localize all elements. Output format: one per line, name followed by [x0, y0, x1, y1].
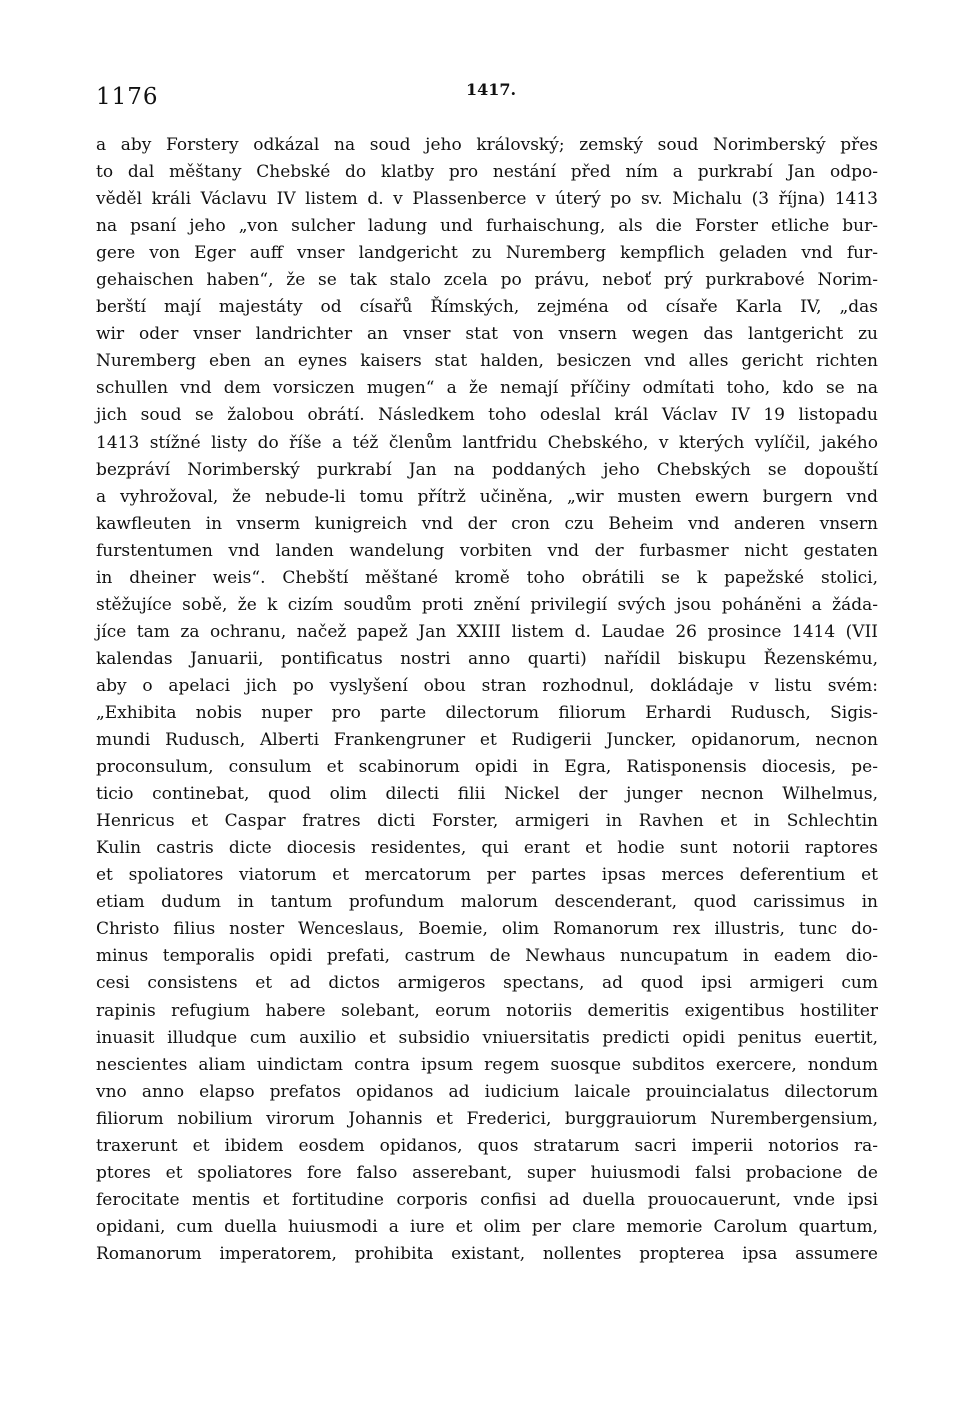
- text-line: vno anno elapso prefatos opidanos ad iudicium laicale prouincialatus dilectorum: [96, 1081, 878, 1102]
- text-line: mundi Rudusch, Alberti Frankengruner et Rudigerii Juncker, opidanorum, necnon: [96, 730, 878, 751]
- text-line: Romanorum imperatorem, prohibita existant, nollentes propterea ipsa assumere: [96, 1243, 878, 1264]
- text-line: Kulin castris dicte diocesis residentes, qui erant et hodie sunt notorii raptores: [96, 838, 878, 859]
- text-line: furstentumen vnd landen wandelung vorbiten vnd der furbasmer nicht gestaten: [96, 540, 878, 561]
- text-line: Christo filius noster Wenceslaus, Boemie, olim Romanorum rex illustris, tunc do-: [96, 919, 878, 940]
- text-line: na psaní jeho „von sulcher ladung und furhaischung, als die Forster etliche bur-: [96, 216, 878, 237]
- text-line: cesi consistens et ad dictos armigeros spectans, ad quod ipsi armigeri cum: [96, 973, 878, 994]
- text-line: ferocitate mentis et fortitudine corporis confisi ad duella prouocauerunt, vnde ipsi: [96, 1189, 878, 1210]
- text-line: traxerunt et ibidem eosdem opidanos, quos stratarum sacri imperii notorios ra-: [96, 1135, 878, 1156]
- running-head-year: 1417.: [466, 80, 517, 99]
- text-line: a vyhrožoval, že nebude-li tomu přítrž učiněna, „wir musten ewern burgern vnd: [96, 486, 878, 507]
- text-line: filiorum nobilium virorum Johannis et Frederici, burggrauiorum Nurembergensium,: [96, 1108, 878, 1129]
- text-line: et spoliatores viatorum et mercatorum per partes ipsas merces deferentium et: [96, 865, 878, 886]
- text-line: Henricus et Caspar fratres dicti Forster, armigeri in Ravhen et in Schlechtin: [96, 811, 878, 832]
- text-line: schullen vnd dem vorsiczen mugen“ a že nemají příčiny odmítati toho, kdo se na: [96, 378, 878, 399]
- text-line: a aby Forstery odkázal na soud jeho královský; zemský soud Norimberský přes: [96, 135, 878, 155]
- text-line: jich soud se žalobou obrátí. Následkem toho odeslal král Václav IV 19 listopadu: [96, 405, 878, 426]
- text-line: stěžujíce sobě, že k cizím soudům proti znění privilegií svých jsou poháněni a žáda-: [96, 594, 878, 615]
- text-line: gehaischen haben“, že se tak stalo zcela po právu, neboť prý purkrabové Norim-: [96, 270, 878, 291]
- text-line: gere von Eger auff vnser landgericht zu Nuremberg kempflich geladen vnd fur-: [96, 243, 878, 264]
- text-line: ticio continebat, quod olim dilecti filii Nickel der junger necnon Wilhelmus,: [96, 784, 878, 805]
- text-line: bezpráví Norimberský purkrabí Jan na poddaných jeho Chebských se dopouští: [96, 459, 878, 480]
- text-line: kalendas Januarii, pontificatus nostri anno quarti) nařídil biskupu Řezenskému,: [96, 648, 878, 669]
- text-line: věděl králi Václavu IV listem d. v Plassenberce v úterý po sv. Michalu (3 října) 1413: [96, 189, 878, 210]
- text-line: Nuremberg eben an eynes kaisers stat halden, besiczen vnd alles gericht richten: [96, 351, 878, 372]
- body-text: [96, 132, 878, 1268]
- page-header: [96, 80, 876, 124]
- text-line: to dal měštany Chebské do klatby pro nestání před ním a purkrabí Jan odpo-: [96, 162, 878, 183]
- page-number: 1176: [96, 84, 159, 110]
- text-line: aby o apelaci jich po vyslyšení obou stran rozhodnul, dokládaje v listu svém:: [96, 675, 878, 696]
- text-line: 1413 stížné listy do říše a též členům lantfridu Chebského, v kterých vylíčil, jakého: [96, 432, 878, 453]
- text-line: in dheiner weis“. Chebští měštané kromě toho obrátili se k papežské stolici,: [96, 567, 878, 588]
- text-line: inuasit illudque cum auxilio et subsidio vniuersitatis predicti opidi penitus euertit,: [96, 1027, 878, 1048]
- text-line: etiam dudum in tantum profundum malorum descenderant, quod carissimus in: [96, 892, 878, 913]
- text-line: proconsulum, consulum et scabinorum opidi in Egra, Ratisponensis diocesis, pe-: [96, 757, 878, 778]
- text-line: rapinis refugium habere solebant, eorum notoriis demeritis exigentibus hostiliter: [96, 1000, 878, 1021]
- text-line: minus temporalis opidi prefati, castrum de Newhaus nuncupatum in eadem dio-: [96, 946, 878, 967]
- text-line: opidani, cum duella huiusmodi a iure et olim per clare memorie Carolum quartum,: [96, 1216, 878, 1237]
- text-line: jíce tam za ochranu, načež papež Jan XXIII listem d. Laudae 26 prosince 1414 (VII: [96, 621, 878, 642]
- text-line: wir oder vnser landrichter an vnser stat von vnsern wegen das lantgericht zu: [96, 324, 878, 345]
- text-line: ptores et spoliatores fore falso asserebant, super huiusmodi falsi probacione de: [96, 1162, 878, 1183]
- text-line: kawfleuten in vnserm kunigreich vnd der cron czu Beheim vnd anderen vnsern: [96, 513, 878, 534]
- text-line: „Exhibita nobis nuper pro parte dilectorum filiorum Erhardi Rudusch, Sigis-: [96, 702, 878, 723]
- text-line: berští mají majestáty od císařů Římských, zejména od císaře Karla IV, „das: [96, 297, 878, 318]
- text-line: nescientes aliam uindictam contra ipsum regem suosque subditos exercere, nondum: [96, 1054, 878, 1075]
